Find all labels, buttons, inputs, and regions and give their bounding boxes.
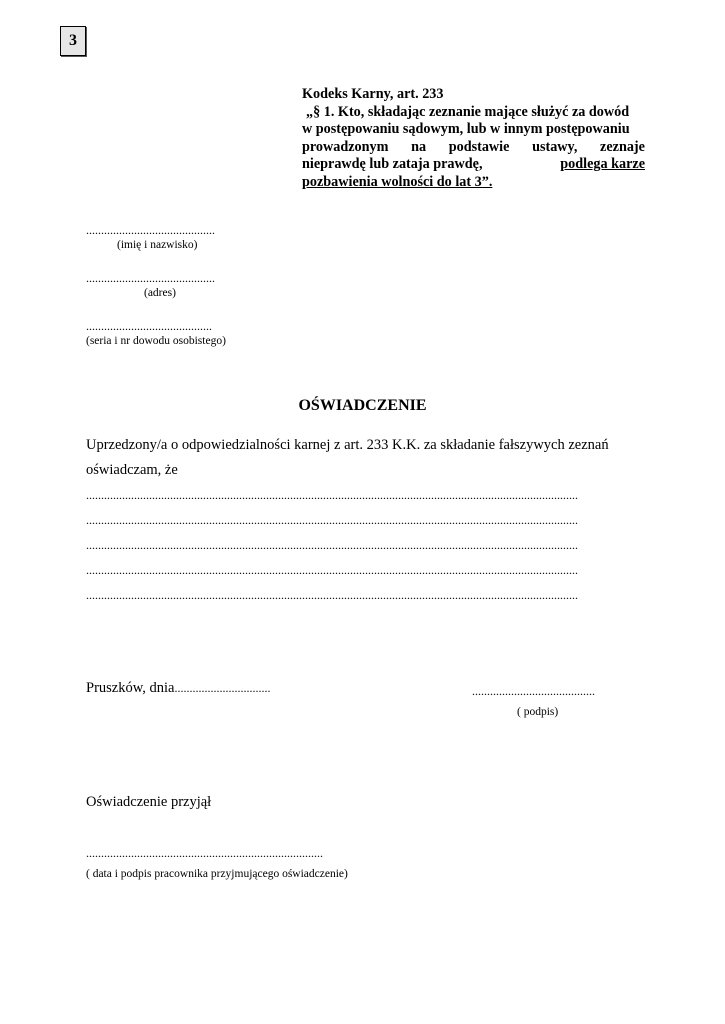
statement-line-1: Uprzedzony/a o odpowiedzialności karnej z art. 233 K.K. za składanie fałszywych zeznań [86, 437, 609, 453]
statement-dot-line-2[interactable]: .................................................................................................................................................................... [86, 514, 578, 526]
law-line-1: „§ 1. Kto, składając zeznanie mające służyć za dowód [306, 103, 630, 120]
law-line-4 [302, 156, 645, 174]
name-field[interactable] [86, 224, 215, 252]
law-title: Kodeks Karny, art. 233 [302, 86, 444, 102]
law-line-2: w postępowaniu sądowym, lub w innym postępowaniu [302, 121, 630, 137]
receipt-label: Oświadczenie przyjął [86, 794, 212, 810]
address-dots: ........................................... [86, 271, 215, 285]
statement-dot-line-4[interactable]: .................................................................................................................................................................... [86, 564, 578, 576]
receipt-dots[interactable]: ............................................................................... [86, 846, 323, 860]
law-quote [302, 86, 645, 191]
document-title: OŚWIADCZENIE [298, 397, 427, 414]
statement-line-2: oświadczam, że [86, 462, 178, 478]
place-date-label: Pruszków, dnia [86, 680, 175, 696]
id-field[interactable] [86, 320, 226, 348]
signature-dots[interactable]: ......................................... [472, 684, 595, 698]
law-line-4-underlined: podlega karze [560, 156, 645, 172]
page-number-box [60, 26, 86, 56]
address-field[interactable] [86, 272, 215, 300]
id-caption: (seria i nr dowodu osobistego) [86, 335, 226, 347]
name-caption: (imię i nazwisko) [117, 239, 198, 251]
law-word: ustawy, [532, 138, 578, 155]
place-date [86, 680, 270, 697]
statement-dot-line-1[interactable]: .................................................................................................................................................................... [86, 489, 578, 501]
statement-dot-line-5[interactable]: .................................................................................................................................................................... [86, 589, 578, 601]
law-word: zeznaje [600, 138, 645, 155]
id-dots: .......................................... [86, 319, 212, 333]
law-word: podstawie [448, 138, 510, 155]
law-word: prowadzonym [302, 138, 389, 155]
law-line-4-text: nieprawdę lub zataja prawdę, [302, 156, 483, 172]
name-dots: ........................................... [86, 223, 215, 237]
law-line-5 [302, 174, 645, 192]
date-dots[interactable]: ................................ [174, 681, 271, 695]
statement-dot-line-3[interactable]: .................................................................................................................................................................... [86, 539, 578, 551]
law-line-5-underlined: pozbawienia wolności do lat 3”. [302, 173, 493, 190]
law-word: na [411, 138, 427, 155]
law-line-3 [302, 139, 645, 157]
page-number: 3 [69, 32, 77, 49]
address-caption: (adres) [144, 287, 176, 299]
receipt-caption: ( data i podpis pracownika przyjmującego oświadczenie) [86, 868, 348, 880]
signature-caption: ( podpis) [517, 706, 559, 718]
